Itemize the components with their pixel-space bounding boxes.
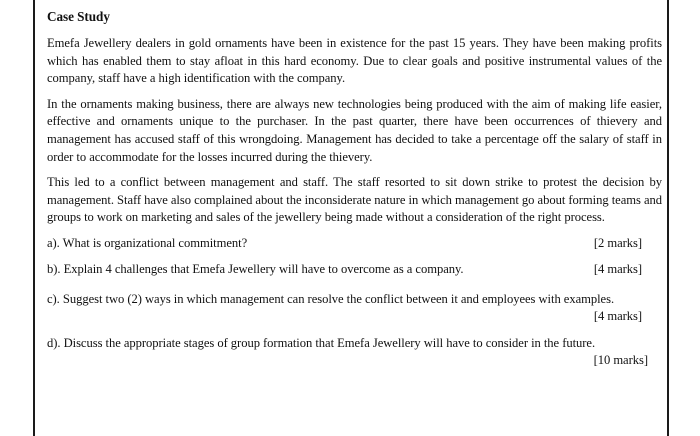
- page-border-left: [33, 0, 35, 436]
- question-c: [47, 291, 662, 329]
- question-c-text: c). Suggest two (2) ways in which management can resolve the conflict between it and employees with examples.: [47, 291, 615, 306]
- question-a-text: a). What is organizational commitment?: [47, 235, 248, 250]
- page-border-right: [667, 0, 669, 436]
- paragraph-background: Emefa Jewellery dealers in gold ornaments have been in existence for the past 15 years. They have been making profits which has enabled them to stay afloat in this hard economy. Due to clear goals and positive instrumental values of the company, staff have a high identification with the company.: [47, 36, 662, 86]
- case-study-heading: Case Study: [47, 9, 110, 24]
- case-study-content: [47, 8, 662, 371]
- paragraph-thievery: In the ornaments making business, there are always new technologies being produced with the aim of making life easier, effective and ornaments unique to the purchaser. In the past quarter, there have been occurrences of thievery and management has accused staff of this wrongdoing. Management has decided to take a percentage off the salary of staff in order to accommodate for the losses incurred during the thievery.: [47, 96, 662, 164]
- question-d-marks: [10 marks]: [593, 352, 648, 367]
- question-d-text: d). Discuss the appropriate stages of group formation that Emefa Jewellery will have to consider in the future.: [47, 335, 596, 350]
- question-a: [47, 235, 662, 261]
- question-b: [47, 261, 662, 287]
- question-d: [47, 335, 662, 371]
- question-a-marks: [2 marks]: [593, 235, 642, 250]
- paragraph-conflict: This led to a conflict between management and staff. The staff resorted to sit down strike to protest the decision by management. Staff have also complained about the inconsiderate nature in which management go about forming teams and groups to work on marketing and sales of the jewellery being made without a consideration of the right process.: [47, 175, 662, 225]
- question-b-text: b). Explain 4 challenges that Emefa Jewellery will have to overcome as a company.: [47, 261, 464, 276]
- question-b-marks: [4 marks]: [593, 261, 642, 276]
- question-c-marks: [4 marks]: [593, 308, 642, 323]
